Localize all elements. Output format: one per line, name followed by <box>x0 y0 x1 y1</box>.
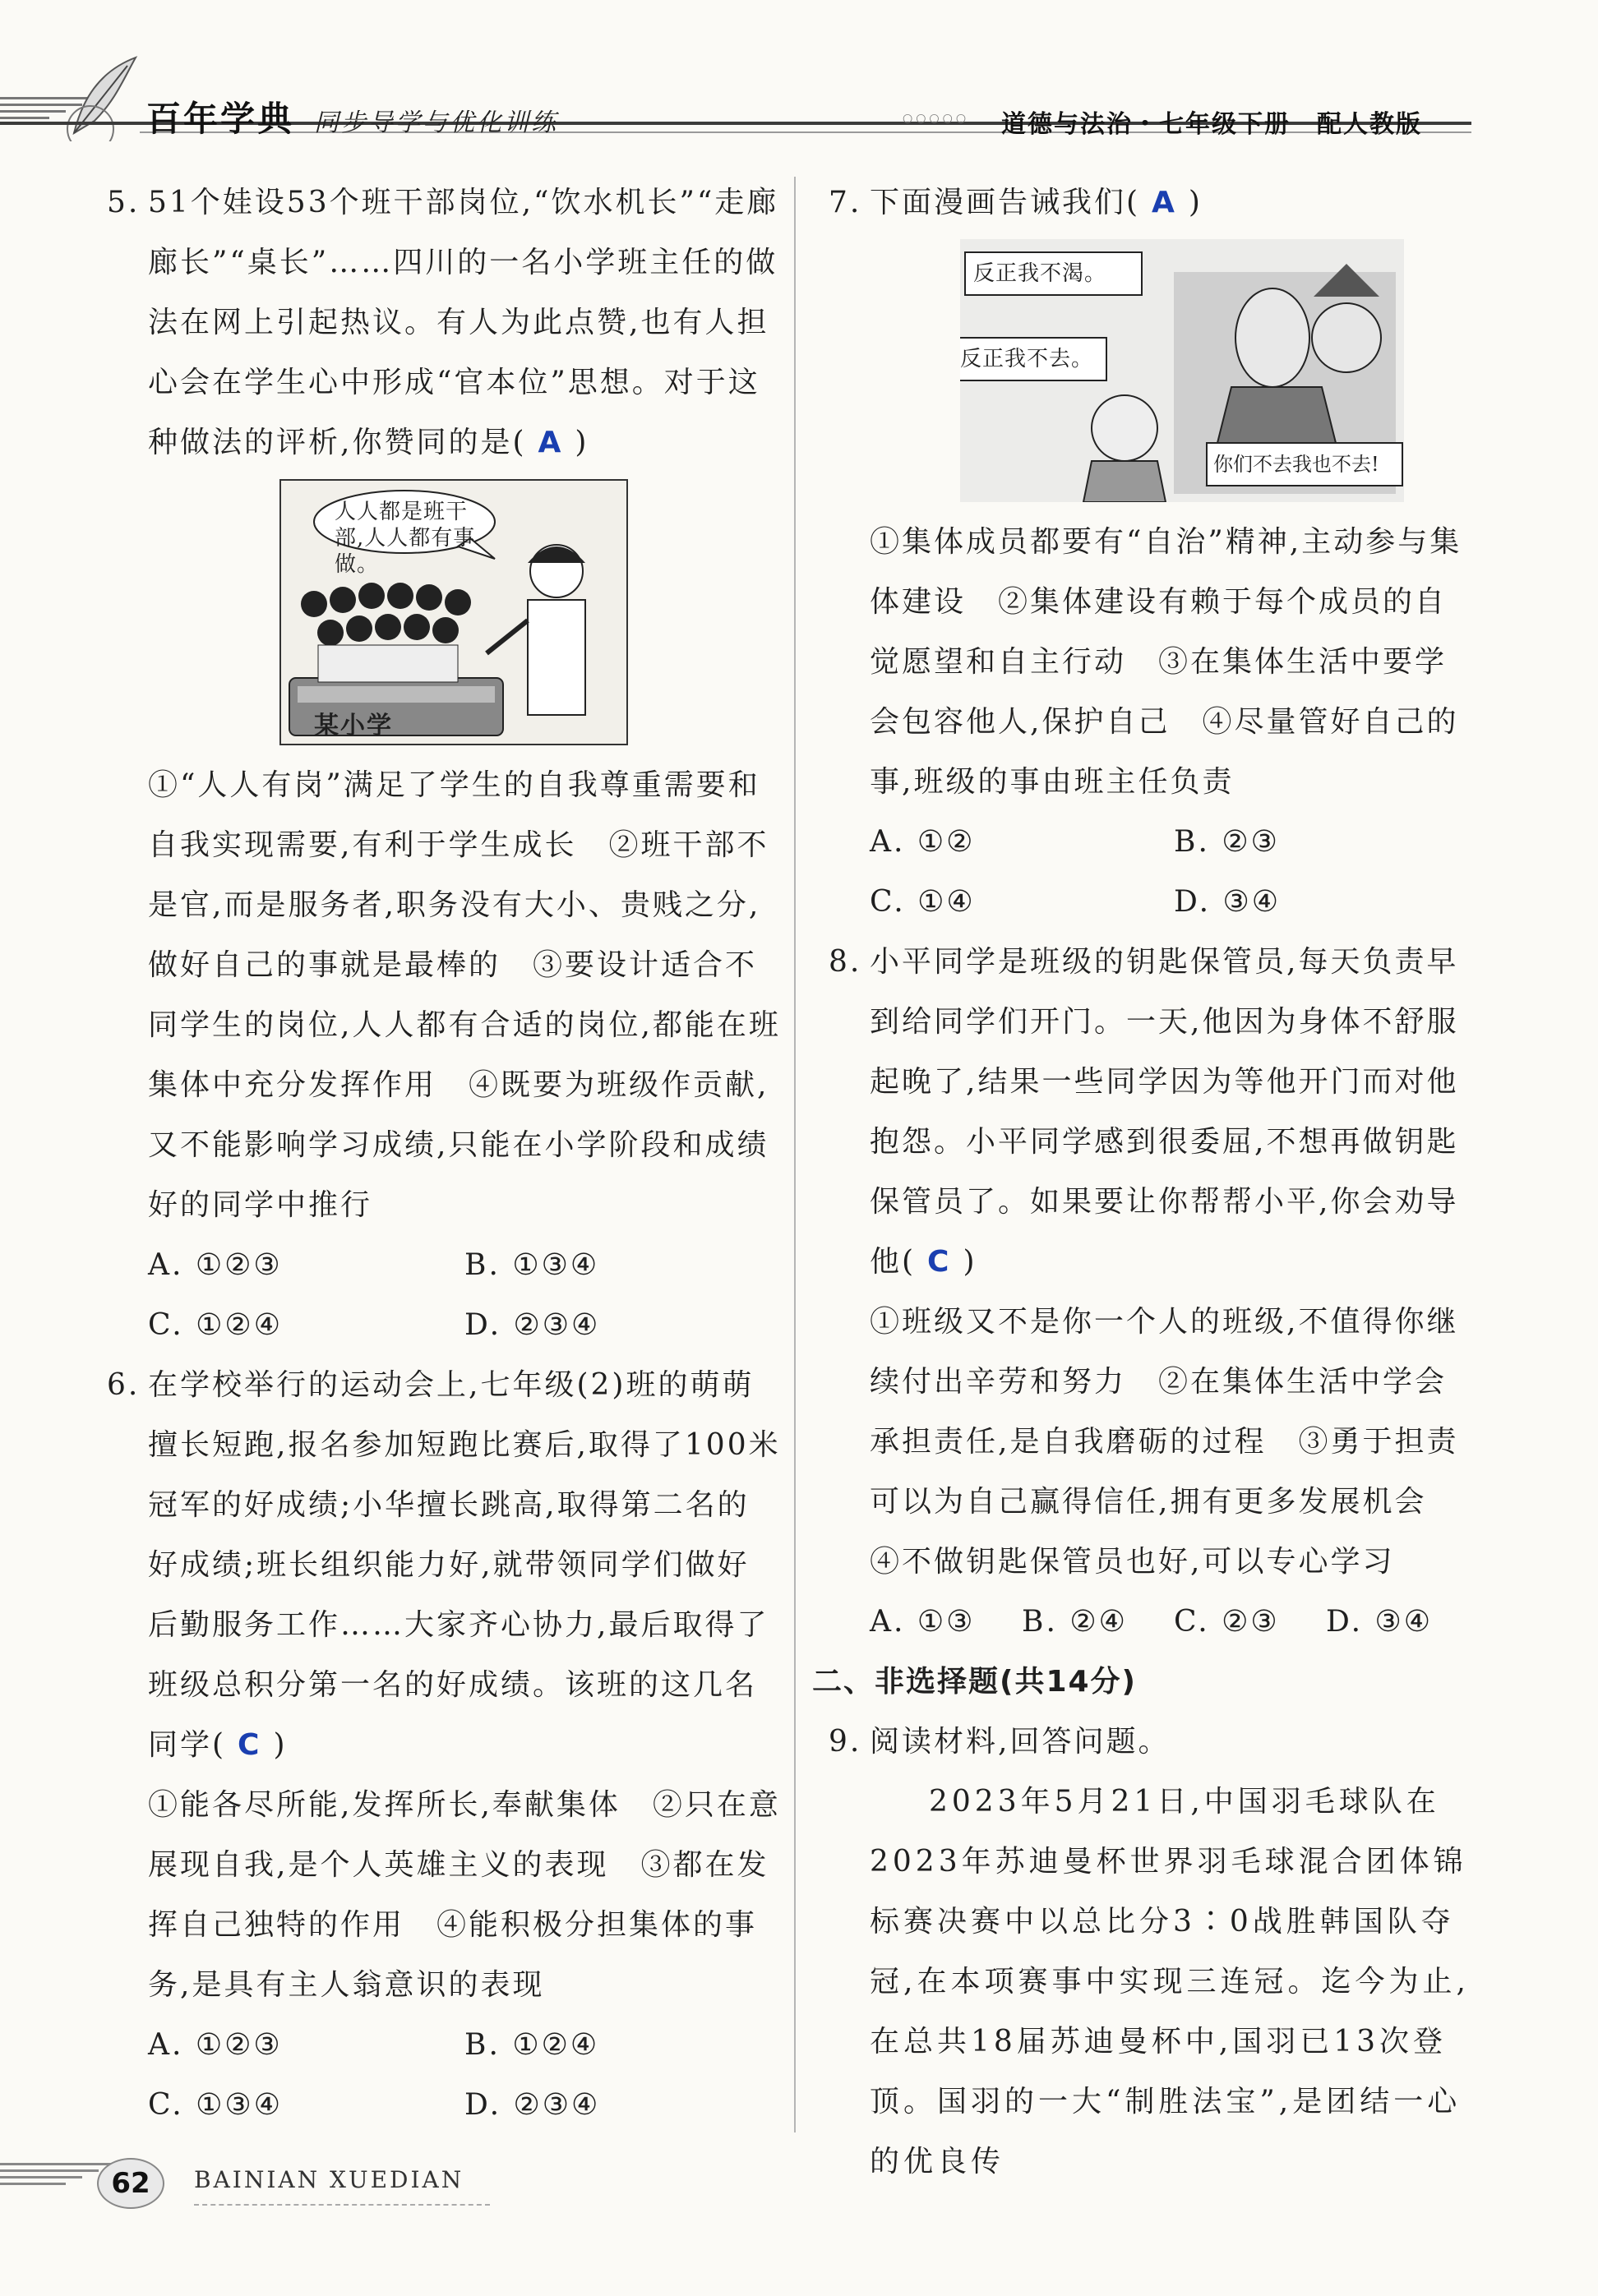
subject-label: 道德与法治・七年级下册 配人教版 <box>1001 110 1422 139</box>
brand-subtitle: 同步导学与优化训练 <box>314 108 558 137</box>
speech-bubble-3: 你们不去我也不去! <box>1213 453 1379 476</box>
paren-close: ) <box>575 426 589 459</box>
question-statements: ①能各尽所能,发挥所长,奉献集体 ②只在意展现自我,是个人英雄主义的表现 ③都在发挥自己独特的作用 ④能积极分担集体的事务,是具有主人翁意识的表现 <box>148 1788 781 2002</box>
option-a[interactable]: A. ①②③ <box>148 1248 283 1282</box>
options-q7 <box>870 812 1478 872</box>
question-number: 9. <box>829 1725 862 1759</box>
option-d[interactable]: D. ②③④ <box>464 2088 601 2122</box>
footer-brand: BAINIAN XUEDIAN <box>194 2166 464 2193</box>
left-column <box>107 173 781 2135</box>
question-8 <box>829 932 1478 1652</box>
option-b[interactable]: B. ①③④ <box>464 1248 600 1282</box>
option-a[interactable]: A. ①③ <box>870 1605 976 1639</box>
paren-close: ) <box>963 1245 977 1279</box>
option-d[interactable]: D. ③④ <box>1174 885 1282 919</box>
paren-close: ) <box>1188 186 1203 219</box>
options-q5 <box>148 1235 781 1295</box>
question-statements: ①集体成员都要有“自治”精神,主动参与集体建设 ②集体建设有赖于每个成员的自觉愿望和自主行动 ③在集体生活中要学会包容他人,保护自己 ④尽量管好自己的事,班级的事由班主任负责 <box>870 525 1462 799</box>
option-c[interactable]: C. ②③ <box>1174 1605 1280 1639</box>
option-a[interactable]: A. ①② <box>870 825 976 859</box>
option-c[interactable]: C. ①②④ <box>148 1308 283 1342</box>
question-5 <box>107 173 781 1355</box>
question-statements: ①班级又不是你一个人的班级,不值得你继续付出辛劳和努力 ②在集体生活中学会承担责任,是自我磨砺的过程 ③勇于担责可以为自己赢得信任,拥有更多发展机会 ④不做钥匙保管员也好,可以专心学习 <box>870 1305 1459 1579</box>
question-stem: 51个娃设53个班干部岗位,“饮水机长”“走廊廊长”“桌长”……四川的一名小学班主任的做法在网上引起热议。有人为此点赞,也有人担心会在学生心中形成“官本位”思想。对于这种做法的评析,你赞同的是( <box>148 186 779 459</box>
speech-bubble-text: 人人都是班干部,人人都有事做。 <box>335 500 476 577</box>
question-number: 5. <box>107 186 141 219</box>
options-q6 <box>148 2015 781 2075</box>
option-b[interactable]: B. ①②④ <box>464 2028 600 2062</box>
question-statements: ①“人人有岗”满足了学生的自我尊重需要和自我实现需要,有利于学生成长 ②班干部不是官,而是服务者,职务没有大小、贵贱之分,做好自己的事就是最棒的 ③要设计适合不同学生的岗位,人人都有合适的岗位,都能在班集体中充分发挥作用 ④既要为班级作贡献,又不能影响学习成绩,只能在小学阶段和成绩好的同学中推行 <box>148 768 781 1222</box>
section-heading: 二、非选择题(共14分) <box>812 1665 1138 1699</box>
reading-material: 2023年5月21日,中国羽毛球队在2023年苏迪曼杯世界羽毛球混合团体锦标赛决赛中以总比分3∶0战胜韩国队夺冠,在本项赛事中实现三连冠。迄今为止,在总共18届苏迪曼杯中,国羽已13次登顶。国羽的一大“制胜法宝”,是团结一心的优良传 <box>870 1785 1470 2178</box>
answer-mark: C <box>927 1245 952 1279</box>
question-number: 7. <box>829 186 862 219</box>
brand-title: 百年学典 <box>146 99 295 139</box>
question-7 <box>829 173 1478 932</box>
cartoon-figure-q7 <box>960 239 1404 502</box>
option-b[interactable]: B. ②③ <box>1174 825 1280 859</box>
speech-bubble-2: 反正我不去。 <box>960 347 1094 371</box>
question-9 <box>829 1712 1478 2192</box>
answer-mark: A <box>538 426 564 459</box>
question-stem: 阅读材料,回答问题。 <box>870 1725 1171 1759</box>
options-q8 <box>870 1592 1478 1652</box>
question-number: 8. <box>829 945 862 979</box>
header-dots: ○○○○○ <box>903 112 970 125</box>
option-b[interactable]: B. ②④ <box>1022 1605 1128 1639</box>
footer-rule <box>194 2204 490 2206</box>
book-label: 某小学 <box>314 712 393 740</box>
paren-close: ) <box>273 1728 288 1762</box>
answer-mark: C <box>238 1728 262 1762</box>
question-stem: 下面漫画告诫我们( <box>870 186 1141 219</box>
option-c[interactable]: C. ①③④ <box>148 2088 283 2122</box>
right-column <box>812 173 1478 2192</box>
speech-bubble-1: 反正我不渴。 <box>973 261 1107 286</box>
page-number: 62 <box>97 2158 164 2209</box>
option-d[interactable]: D. ③④ <box>1326 1605 1434 1639</box>
cartoon-figure-q5 <box>279 479 628 745</box>
option-d[interactable]: D. ②③④ <box>464 1308 601 1342</box>
question-stem: 小平同学是班级的钥匙保管员,每天负责早到给同学们开门。一天,他因为身体不舒服起晚了,结果一些同学因为等他开门而对他抱怨。小平同学感到很委屈,不想再做钥匙保管员了。如果要让你帮帮小平,你会劝导他( <box>870 945 1459 1279</box>
question-stem: 在学校举行的运动会上,七年级(2)班的萌萌擅长短跑,报名参加短跑比赛后,取得了100米冠军的好成绩;小华擅长跳高,取得第二名的好成绩;班长组织能力好,就带领同学们做好后勤服务工作……大家齐心协力,最后取得了班级总积分第一名的好成绩。该班的这几名同学( <box>148 1368 781 1762</box>
answer-mark: A <box>1152 186 1177 219</box>
question-number: 6. <box>107 1368 141 1402</box>
feather-logo-icon <box>58 51 148 145</box>
option-c[interactable]: C. ①④ <box>870 885 976 919</box>
question-6 <box>107 1355 781 2135</box>
column-divider <box>794 177 796 2132</box>
option-a[interactable]: A. ①②③ <box>148 2028 283 2062</box>
